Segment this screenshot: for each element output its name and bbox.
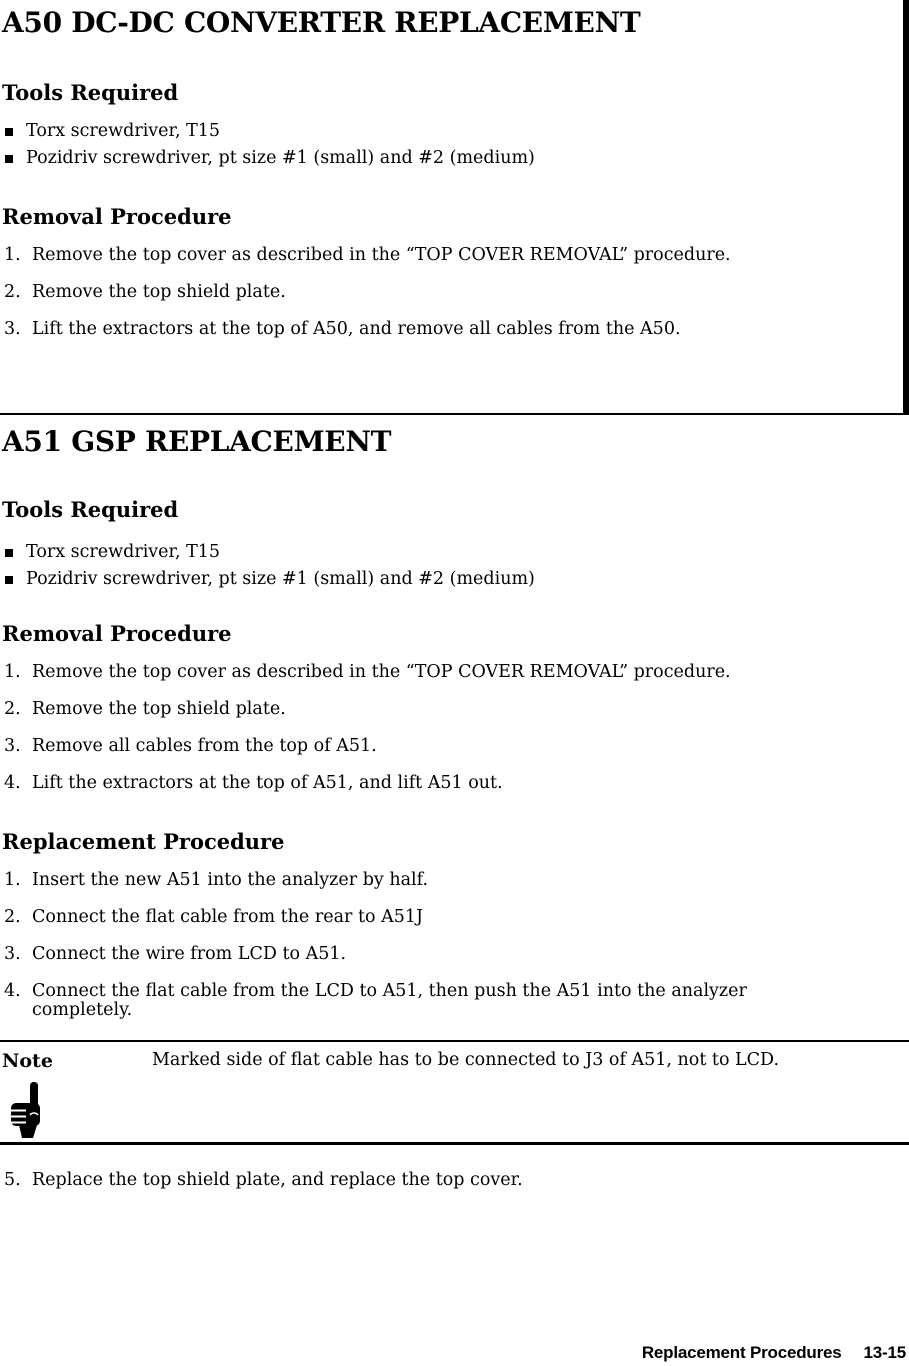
section-title-a51: A51 GSP REPLACEMENT — [2, 425, 392, 458]
replacement-steps — [2, 871, 829, 1020]
step-text: Remove the top cover as described in the “TOP COVER REMOVAL” procedure. — [32, 245, 731, 265]
section-divider-rule — [0, 413, 909, 415]
step-number: 2. — [4, 699, 21, 719]
step-number: 1. — [4, 870, 21, 890]
tool-item-label: Torx screwdriver, T15 — [26, 542, 221, 562]
tool-item-label: Torx screwdriver, T15 — [26, 121, 221, 141]
step-text: Connect the wire from LCD to A51. — [32, 944, 347, 964]
note-label: Note — [2, 1050, 53, 1072]
numbered-step — [2, 737, 829, 756]
step-number: 2. — [4, 907, 21, 927]
note-text: Marked side of flat cable has to be connected to J3 of A51, not to LCD. — [152, 1050, 780, 1070]
pointing-hand-icon — [8, 1082, 46, 1138]
step-text: Lift the extractors at the top of A51, and lift A51 out. — [32, 773, 503, 793]
removal-procedure-heading-a50: Removal Procedure — [2, 204, 232, 229]
numbered-step — [2, 320, 829, 339]
note-box — [0, 1040, 909, 1145]
square-bullet-icon — [5, 549, 13, 557]
removal-steps-a51 — [2, 663, 829, 793]
numbered-step — [2, 774, 829, 793]
list-item — [2, 118, 829, 145]
step-text: Connect the flat cable from the LCD to A51, then push the A51 into the analyzer completely. — [32, 981, 747, 1020]
removal-procedure-heading-a51: Removal Procedure — [2, 621, 232, 646]
step-text: Connect the flat cable from the rear to A51J — [32, 907, 423, 927]
tools-required-heading-a50: Tools Required — [2, 80, 179, 105]
list-item — [2, 539, 829, 566]
step-number: 1. — [4, 245, 21, 265]
section-title-a50: A50 DC-DC CONVERTER REPLACEMENT — [2, 6, 641, 39]
step-text: Remove the top cover as described in the “TOP COVER REMOVAL” procedure. — [32, 662, 731, 682]
page-footer — [642, 1343, 906, 1363]
numbered-step — [2, 700, 829, 719]
numbered-step — [2, 945, 829, 964]
numbered-step-final — [2, 1171, 829, 1190]
step-number: 3. — [4, 944, 21, 964]
tools-required-heading-a51: Tools Required — [2, 497, 179, 522]
chapter-tab-bar — [903, 0, 909, 414]
numbered-step — [2, 283, 829, 302]
step-number: 4. — [4, 981, 21, 1001]
footer-section-label: Replacement Procedures — [641, 1343, 842, 1362]
step-text: Insert the new A51 into the analyzer by half. — [32, 870, 429, 890]
step-number: 1. — [4, 662, 21, 682]
step-number: 5. — [4, 1170, 21, 1190]
step-text: Remove all cables from the top of A51. — [32, 736, 377, 756]
step-text: Remove the top shield plate. — [32, 282, 286, 302]
numbered-step — [2, 908, 829, 927]
tools-list-a50 — [2, 118, 829, 172]
numbered-step — [2, 246, 829, 265]
list-item — [2, 145, 829, 172]
replacement-procedure-heading: Replacement Procedure — [2, 829, 285, 854]
step-number: 3. — [4, 319, 21, 339]
square-bullet-icon — [5, 128, 13, 136]
step-number: 2. — [4, 282, 21, 302]
tool-item-label: Pozidriv screwdriver, pt size #1 (small) and #2 (medium) — [26, 569, 535, 589]
tool-item-label: Pozidriv screwdriver, pt size #1 (small) and #2 (medium) — [26, 148, 535, 168]
footer-page-number: 13-15 — [863, 1343, 906, 1362]
step-text: Replace the top shield plate, and replace the top cover. — [32, 1170, 523, 1190]
step-text: Lift the extractors at the top of A50, and remove all cables from the A50. — [32, 319, 681, 339]
tools-list-a51 — [2, 539, 829, 593]
numbered-step — [2, 982, 829, 1020]
step-number: 4. — [4, 773, 21, 793]
step-number: 3. — [4, 736, 21, 756]
numbered-step — [2, 871, 829, 890]
removal-steps-a50 — [2, 246, 829, 339]
numbered-step — [2, 663, 829, 682]
square-bullet-icon — [5, 576, 13, 584]
square-bullet-icon — [5, 155, 13, 163]
list-item — [2, 566, 829, 593]
page-content — [0, 8, 909, 1190]
step-text: Remove the top shield plate. — [32, 699, 286, 719]
